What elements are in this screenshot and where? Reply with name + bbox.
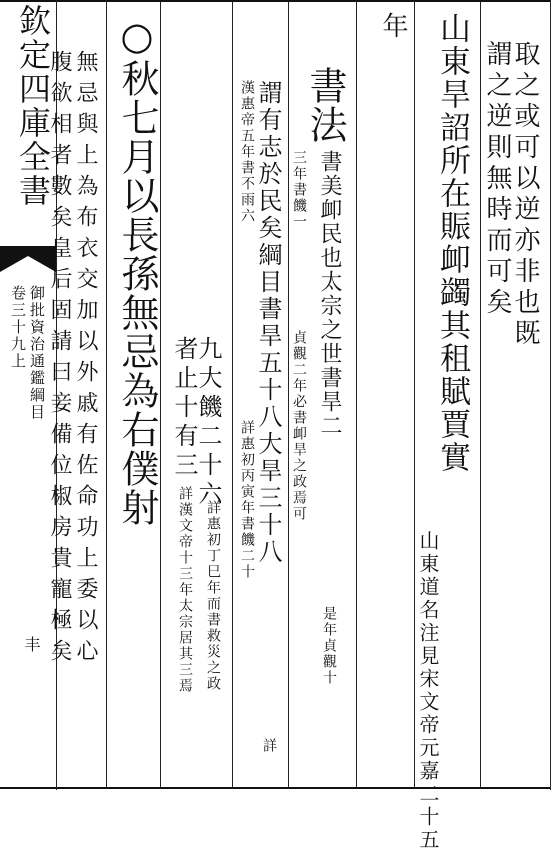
text-column: 謂有志於民矣綱目書旱五十八大旱三十八 [254,80,282,566]
text-column: 者止十有三 [170,336,198,481]
annotation-column: 詳 [261,738,277,754]
annotation-column: 漢惠帝五年書不雨六 [239,80,255,224]
heading-column: 山東旱詔所在賑卹蠲其租賦賈實 [434,12,470,474]
column-rule [232,2,233,787]
section-label: 書法 [303,66,347,144]
text-column: 取之或可以逆亦非也既 [510,40,540,350]
column-rule [414,2,415,787]
top-border [0,0,551,2]
text-column: 無忌與上為布衣交加以外戚有佐命功上委以心 [73,50,98,670]
annotation-column: 貞觀二年必書卹旱之政焉可 [291,330,307,522]
text-column: 年 [378,12,408,43]
annotation-column: 詳惠初丁巳年而書救災之政 [205,500,221,692]
column-rule [106,2,107,787]
text-column: 腹欲相者數矣皇后固請曰妾備位椒房貴寵極矣 [47,50,72,670]
annotation-column: 山東道名注見宋文帝元嘉二十五 [416,530,440,852]
column-rule [480,2,481,787]
column-rule [356,2,357,787]
annotation-column: 是年貞觀十 [321,606,337,686]
library-title: 欽定四庫全書 [14,4,52,208]
text-column: 謂之逆則無時而可矣 [482,40,512,319]
page-number: 丰 [22,636,41,652]
text-column: 九大饑二十六 [194,336,222,510]
book-title: 御批資治通鑑綱目 [28,285,46,421]
heading-column: ○秋七月以長孫無忌為右僕射 [115,14,159,527]
column-rule [160,2,161,787]
annotation-column: 三年書饑一 [291,150,307,230]
text-column: 書美卹民也太宗之世書旱二 [317,150,342,438]
bottom-border [0,787,551,789]
volume-number: 卷三十九上 [9,285,27,370]
column-rule [288,2,289,787]
annotation-column: 詳惠初丙寅年書饑二十 [239,420,255,580]
annotation-column: 詳漢文帝十三年太宗居其三焉 [177,486,193,694]
